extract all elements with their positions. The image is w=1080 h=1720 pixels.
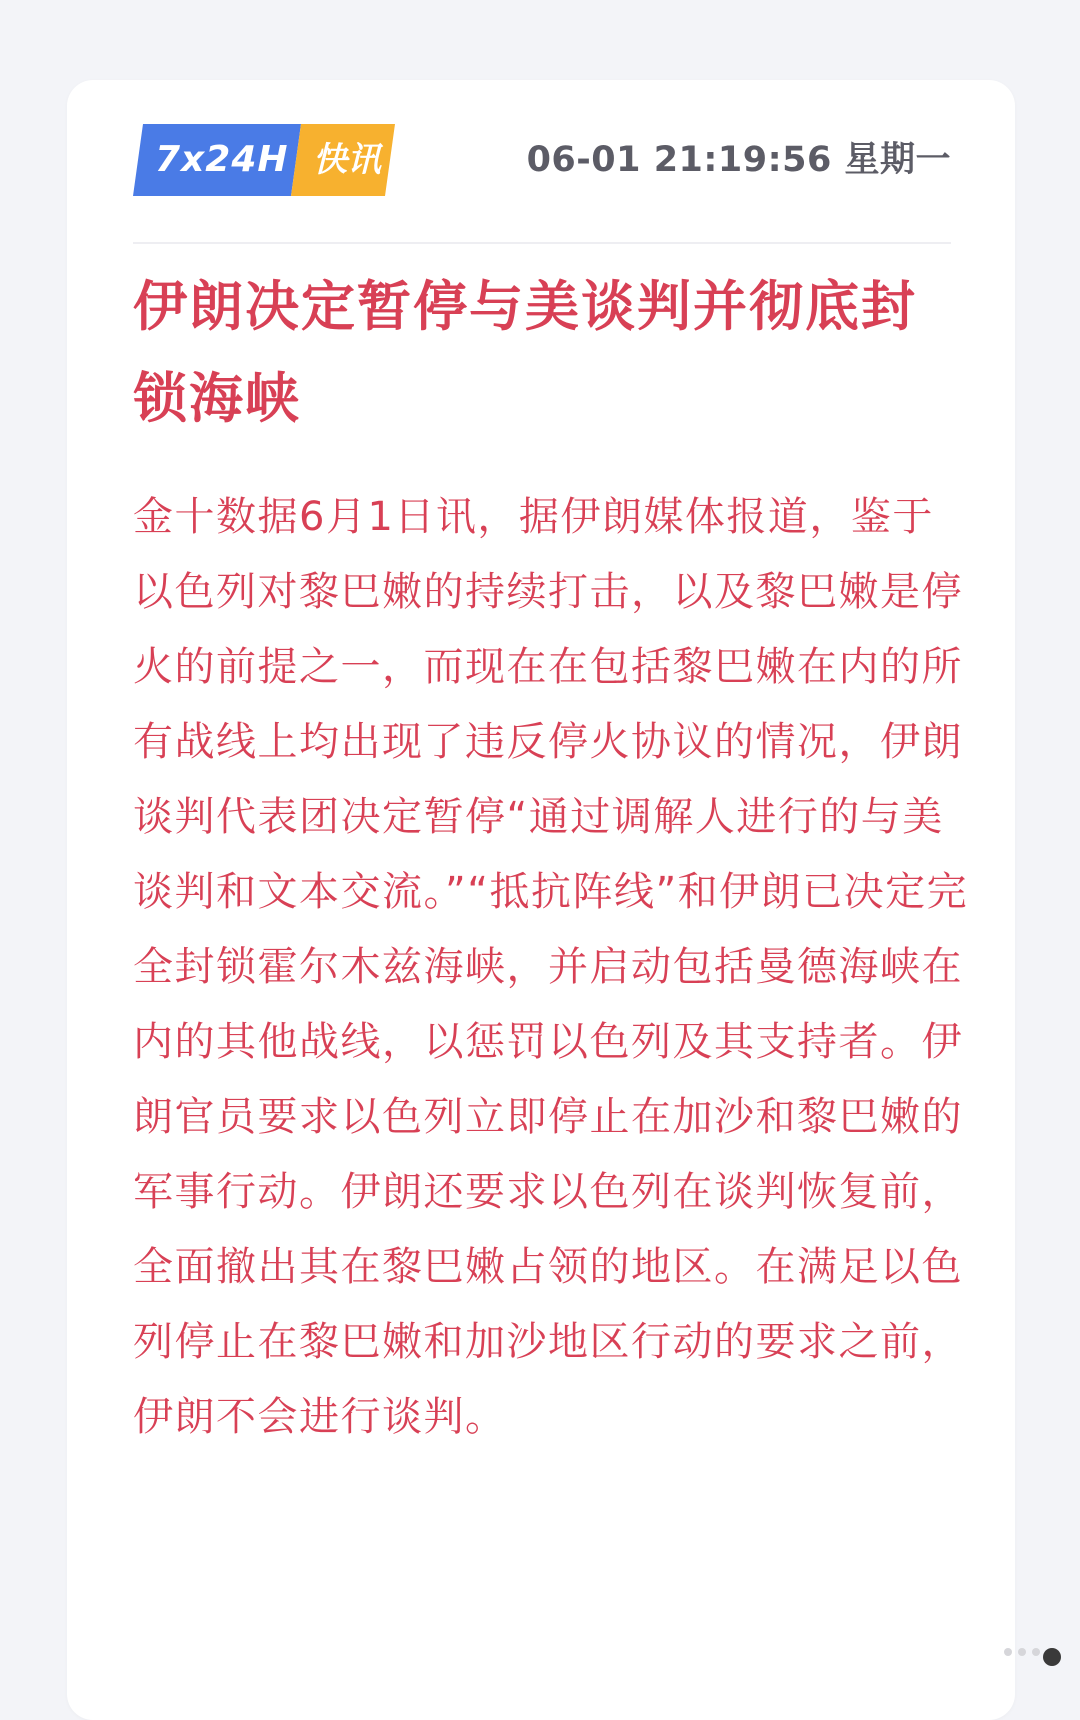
news-flash-card [67,80,1015,1720]
badge-secondary-label: 快讯 [313,124,381,196]
card-header [133,124,951,196]
article-body: 金十数据6月1日讯，据伊朗媒体报道，鉴于以色列对黎巴嫩的持续打击，以及黎巴嫩是停火的前提之一，而现在在包括黎巴嫩在内的所有战线上均出现了违反停火协议的情况，伊朗谈判代表团决定暂停“通过调解人进行的与美谈判和文本交流。”“抵抗阵线”和伊朗已决定完全封锁霍尔木兹海峡，并启动包括曼德海峡在内的其他战线，以惩罚以色列及其支持者。伊朗官员要求以色列立即停止在加沙和黎巴嫩的军事行动。伊朗还要求以色列在谈判恢复前，全面撤出其在黎巴嫩占领的地区。在满足以色列停止在黎巴嫩和加沙地区行动的要求之前，伊朗不会进行谈判。 [133,480,969,1455]
news-flash-badge [133,124,409,196]
header-divider [133,242,951,244]
publish-datetime: 06-01 21:19:56 星期一 [527,124,951,196]
watermark-icon [996,1637,1066,1667]
badge-primary-label: 7x24H [155,124,289,196]
article-title: 伊朗决定暂停与美谈判并彻底封锁海峡 [133,260,963,444]
